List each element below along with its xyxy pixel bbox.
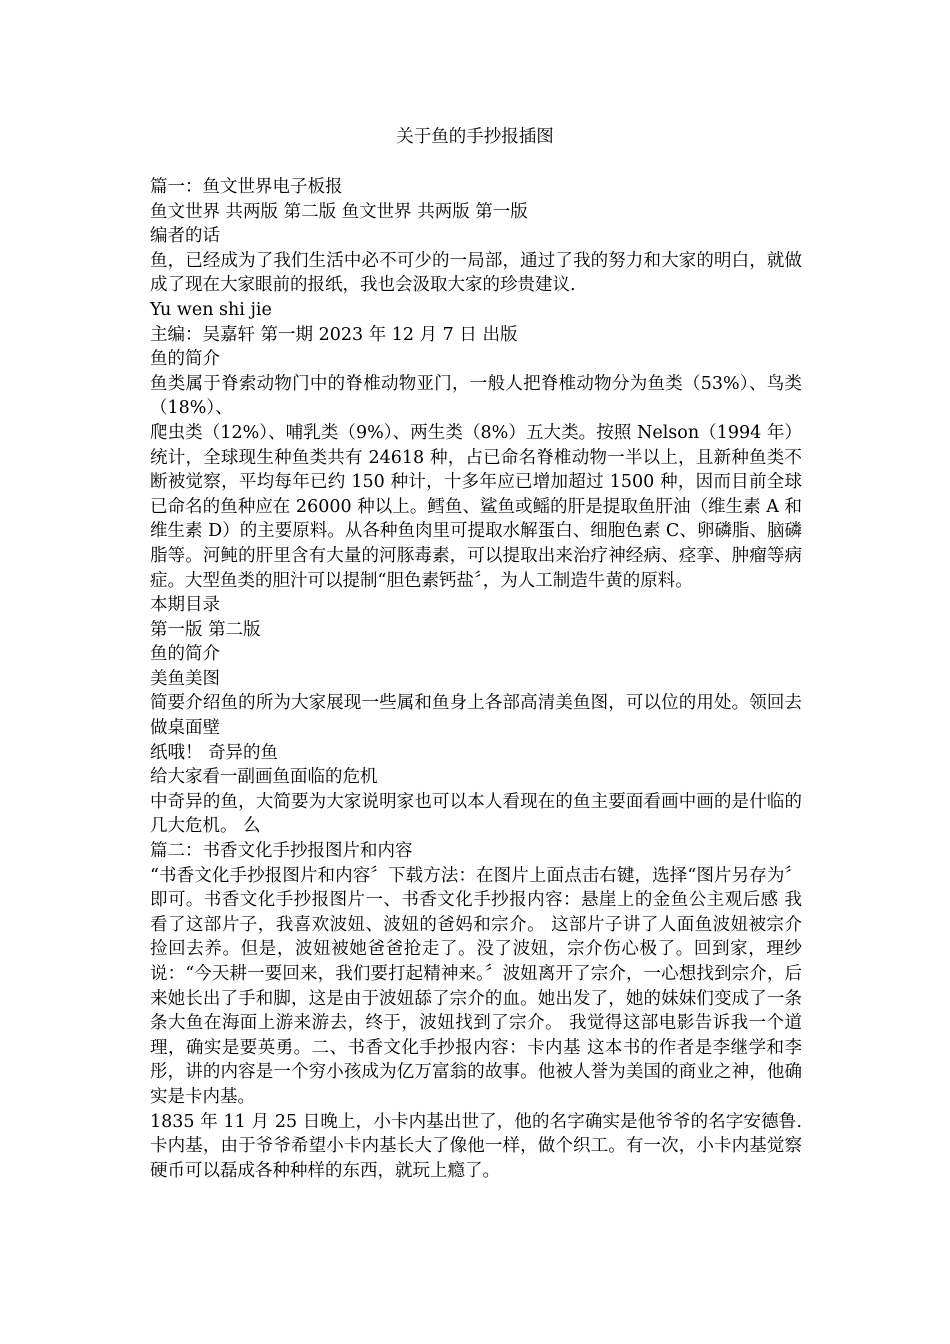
document-body xyxy=(150,175,802,1183)
editor-note-paragraph: 鱼，已经成为了我们生活中必不可少的一局部，通过了我的努力和大家的明白，就做成了现在大家眼前的报纸，我也会汲取大家的珍贵建议. xyxy=(150,250,802,296)
contents-desc-1: 简要介绍鱼的所为大家展现一些属和鱼身上各部高清美鱼图，可以位的用处。领回去做桌面壁 xyxy=(150,693,802,739)
edition-line: 鱼文世界 共两版 第二版 鱼文世界 共两版 第一版 xyxy=(150,201,528,222)
fish-intro-paragraph-2: 爬虫类（12%）、哺乳类（9%）、两生类（8%）五大类。按照 Nelson（1994 年）统计，全球现生种鱼类共有 24618 种，占已命名脊椎动物一半以上，且新种鱼类不断被觉察，平均每年已约 150 种计，十多年应已增加超过 1500 种，因而目前全球已命名的鱼种应在 26000 种以上。鳕鱼、鲨鱼或鳐的肝是提取鱼肝油（维生素 A 和维生素 D）的主要原料。从各种鱼肉里可提取水解蛋白、细胞色素 C、卵磷脂、脑磷脂等。河鲀的肝里含有大量的河豚毒素，可以提取出来治疗神经病、痉挛、肿瘤等病症。大型鱼类的胆汁可以提制“胆色素钙盐〞，为人工制造牛黄的原料。 xyxy=(150,422,802,591)
fish-intro-paragraph-1: 鱼类属于脊索动物门中的脊椎动物亚门，一般人把脊椎动物分为鱼类（53%）、鸟类（18%）、 xyxy=(150,373,802,419)
heading-part-two: 篇二：书香文化手抄报图片和内容 xyxy=(150,841,413,862)
contents-desc-3: 给大家看一副画鱼面临的危机 xyxy=(150,767,378,788)
contents-desc-4: 中奇异的鱼，大简要为大家说明家也可以本人看现在的鱼主要面看画中画的是什临的几大危机。 么 xyxy=(150,791,802,837)
contents-item-intro: 鱼的简介 xyxy=(150,644,220,665)
editor-info: 主编：吴嘉轩 第一期 2023 年 12 月 7 日 出版 xyxy=(150,324,518,345)
document-title: 关于鱼的手抄报插图 xyxy=(396,127,554,147)
part-two-paragraph-1: “书香文化手抄报图片和内容〞下载方法：在图片上面点击右键，选择“图片另存为〞即可。书香文化手抄报图片一、书香文化手抄报内容：悬崖上的金鱼公主观后感 我看了这部片子，我喜欢波妞、波妞的爸妈和宗介。 这部片子讲了人面鱼波妞被宗介捡回去养。但是，波妞被她爸爸抢走了。没了波妞，宗介伤心极了。回到家，理纱说：“今天耕一要回来，我们要打起精神来。〞波妞离开了宗介，一心想找到宗介，后来她长出了手和脚，这是由于波妞舔了宗介的血。她出发了，她的妹妹们变成了一条条大鱼在海面上游来游去，终于，波妞找到了宗介。 我觉得这部电影告诉我一个道理，确实是要英勇。二、书香文化手抄报内容：卡内基 这本书的作者是李继学和李彤，讲的内容是一个穷小孩成为亿万富翁的故事。他被人誉为美国的商业之神，他确实是卡内基。 xyxy=(150,865,802,1107)
heading-fish-intro: 鱼的简介 xyxy=(150,349,220,370)
pinyin-title: Yu wen shi jie xyxy=(150,299,272,320)
contents-item-pictures: 美鱼美图 xyxy=(150,668,220,689)
contents-editions: 第一版 第二版 xyxy=(150,619,261,640)
heading-part-one: 篇一：鱼文世界电子板报 xyxy=(150,177,343,197)
heading-editor-note: 编者的话 xyxy=(150,226,220,247)
heading-contents: 本期目录 xyxy=(150,595,220,616)
contents-desc-2: 纸哦！ 奇异的鱼 xyxy=(150,742,279,763)
part-two-paragraph-2: 1835 年 11 月 25 日晚上，小卡内基出世了，他的名字确实是他爷爷的名字安德鲁.卡内基，由于爷爷希望小卡内基长大了像他一样，做个织工。有一次，小卡内基觉察硬币可以磊成各种种样的东西，就玩上瘾了。 xyxy=(150,1111,802,1181)
